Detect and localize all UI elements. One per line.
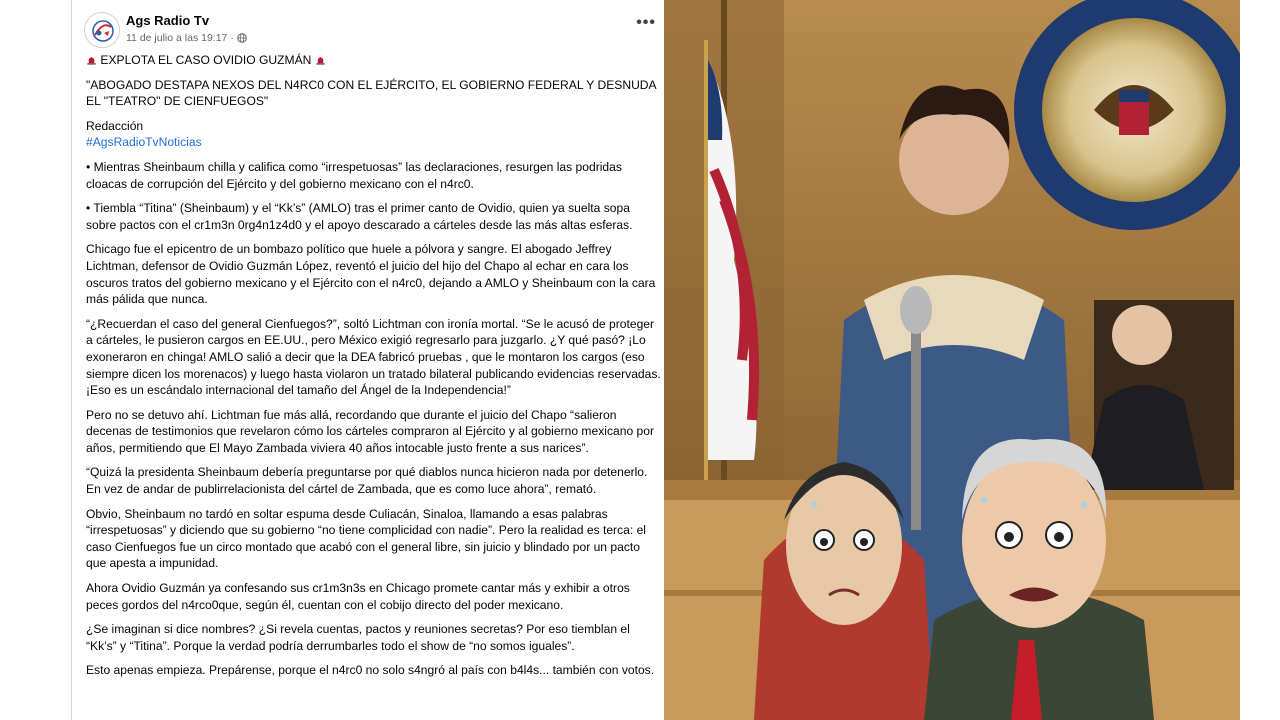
facebook-post bbox=[72, 0, 664, 720]
post-paragraph: ¿Se imaginan si dice nombres? ¿Si revela cuentas, pactos y reuniones secretas? Por eso tiemblan el “Kk’s” y “Titina”. Porque la verdad podría derrumbarles todo el show de “no somos iguales”. bbox=[86, 622, 630, 653]
post-headline-line bbox=[86, 52, 662, 69]
post-paragraph: Chicago fue el epicentro de un bombazo político que huele a pólvora y sangre. El abogado Jeffrey Lichtman, defensor de Ovidio Guzmán López, reventó el juicio del hijo del Chapo al echar en cara los oscuros tratos del gobierno mexicano y el Ejército con el n4rc0, dejando a AMLO y Sheinbaum con la cara más pálida que nunca. bbox=[86, 242, 656, 307]
more-options-button[interactable]: ••• bbox=[636, 14, 656, 31]
globe-icon bbox=[237, 33, 247, 43]
ags-radio-logo-icon bbox=[85, 13, 120, 48]
post-byline: Redacción bbox=[86, 118, 144, 133]
post-paragraph: Pero no se detuvo ahí. Lichtman fue más allá, recordando que durante el juicio del Chapo “salieron decenas de testimonios que revelaron cómo los cárteles compraron al Ejército y al gobierno mexicano por años, permitiendo que El Mayo Zambada viviera 40 años intocable justo frente a sus narices”. bbox=[86, 407, 655, 455]
post-headline: EXPLOTA EL CASO OVIDIO GUZMÁN bbox=[100, 53, 312, 67]
avatar[interactable] bbox=[84, 12, 120, 48]
post-meta bbox=[126, 32, 247, 44]
post-paragraph: • Mientras Sheinbaum chilla y califica como “irrespetuosas” las declaraciones, resurgen las podridas cloacas de corrupción del Ejército y del gobierno mexicano con el n4rc0. bbox=[86, 159, 622, 191]
police-siren-icon bbox=[315, 54, 326, 65]
post-paragraph: Obvio, Sheinbaum no tardó en soltar espuma desde Culiacán, Sinaloa, llamando a esas palabras “irrespetuosas” y diciendo que su gobierno “no tiene complicidad con nadie”. Pero la realidad es terca: el caso Cienfuegos fue un circo montado que acabó con el general libre, sin juicio y blindado por un pacto que apesta a impunidad. bbox=[86, 506, 646, 571]
hashtag-link[interactable]: #AgsRadioTvNoticias bbox=[86, 135, 202, 150]
post-image[interactable] bbox=[664, 0, 1240, 720]
post-quote-title: "ABOGADO DESTAPA NEXOS DEL N4RC0 CON EL EJÉRCITO, EL GOBIERNO FEDERAL Y DESNUDA EL "TEATRO" DE CIENFUEGOS" bbox=[86, 77, 656, 109]
post-paragraph: “¿Recuerdan el caso del general Cienfuegos?”, soltó Lichtman con ironía mortal. “Se le acusó de proteger a cárteles, le pusieron cargos en EE.UU., pero México exigió regresarlo para juzgarlo. ¿Y qué pasó? ¡Lo exoneraron en chinga! AMLO salió a decir que la DEA fabricó pruebas , que le montaron los cargos (eso siempre dicen los morenacos) y luego hasta violaron un tratado bilateral publicando evidencias reservadas. ¡Eso es un escándalo internacional del tamaño del Ángel de la Independencia!” bbox=[86, 316, 661, 398]
post-paragraph: “Quizá la presidenta Sheinbaum debería preguntarse por qué diablos nunca hicieron nada por detenerlo. En vez de andar de publirrelacionista del cártel de Zambada, que es como luce ahora”, remató. bbox=[86, 465, 648, 497]
post-paragraph: Ahora Ovidio Guzmán ya confesando sus cr1m3n3s en Chicago promete cantar más y exhibir a otros peces gordos del n4rco0que, según él, cuentan con el cobijo directo del poder mexicano. bbox=[86, 581, 630, 612]
post-body bbox=[86, 52, 662, 687]
meta-separator: · bbox=[230, 32, 234, 44]
post-paragraph: • Tiembla “Titina” (Sheinbaum) y el “Kk’s” (AMLO) tras el primer canto de Ovidio, quien ya suelta sopa sobre pactos con el cr1m3n 0rg4n1z4d0 y el apoyo descarado a cárteles desde las más altas esferas. bbox=[86, 201, 633, 232]
courtroom-illustration bbox=[664, 0, 1240, 720]
post-author[interactable]: Ags Radio Tv bbox=[126, 13, 210, 28]
left-gutter bbox=[0, 0, 72, 720]
right-gutter bbox=[1240, 0, 1280, 720]
post-header bbox=[72, 0, 664, 52]
police-siren-icon bbox=[86, 54, 97, 65]
post-date[interactable]: 11 de julio a las 19:17 bbox=[126, 32, 228, 44]
post-paragraph: Esto apenas empieza. Prepárense, porque el n4rc0 no solo s4ngró al país con b4l4s... también con votos. bbox=[86, 663, 655, 678]
